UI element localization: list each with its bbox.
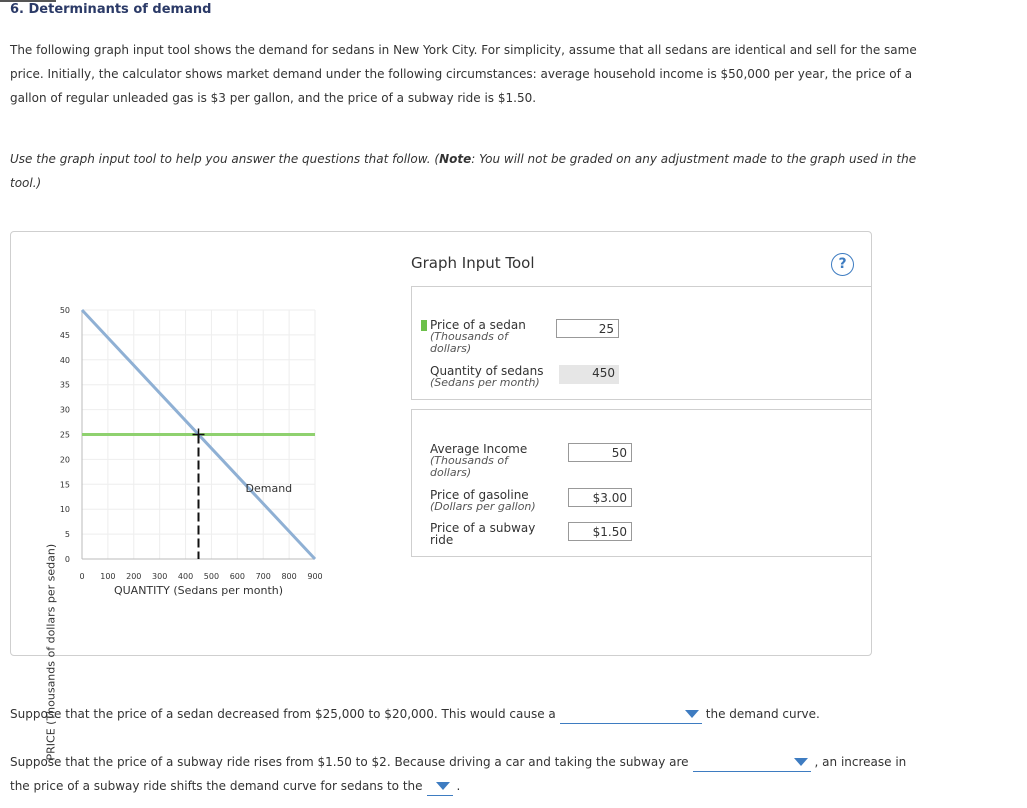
y-tick-label: 15 bbox=[59, 480, 70, 490]
gas-label-text: Price of gasoline bbox=[430, 488, 529, 502]
note-text-before: Use the graph input tool to help you answer the questions that follow. ( bbox=[10, 152, 440, 166]
demand-chart bbox=[11, 232, 401, 655]
y-tick-label: 35 bbox=[59, 380, 70, 390]
x-tick-label: 800 bbox=[281, 572, 297, 581]
income-label-sub: (Thousands of dollars) bbox=[430, 454, 508, 479]
question-1-text-after: the demand curve. bbox=[705, 707, 820, 721]
question-1-dropdown[interactable] bbox=[560, 705, 702, 724]
y-tick-label: 5 bbox=[64, 530, 70, 540]
quantity-label-text: Quantity of sedans bbox=[430, 364, 544, 378]
y-tick-label: 40 bbox=[59, 355, 70, 365]
note-text-after: : You will not be graded on any adjustment made to the graph used in the tool.) bbox=[10, 152, 917, 190]
y-axis-label: PRICE (Thousands of dollars per sedan) bbox=[44, 543, 58, 761]
intro-line-3: gallon of regular unleaded gas is $3 per gallon, and the price of a subway ride is $1.50. bbox=[10, 91, 537, 105]
y-tick-label: 0 bbox=[64, 555, 70, 564]
x-tick-label: 600 bbox=[229, 572, 245, 581]
price-label-text: Price of a sedan bbox=[430, 318, 526, 332]
income-label bbox=[430, 443, 527, 479]
question-2-text-after: , an increase in bbox=[814, 755, 907, 769]
chevron-down-icon bbox=[436, 782, 450, 790]
y-tick-label: 50 bbox=[59, 306, 70, 315]
chevron-down-icon bbox=[794, 758, 808, 766]
question-3-text-after: . bbox=[456, 779, 461, 793]
x-axis-label: QUANTITY (Sedans per month) bbox=[113, 584, 284, 597]
shifters-panel bbox=[411, 409, 872, 557]
question-3-text: the price of a subway ride shifts the demand curve for sedans to the bbox=[10, 779, 423, 793]
x-tick-label: 100 bbox=[100, 572, 116, 581]
intro-line-1: The following graph input tool shows the demand for sedans in New York City. For simplicity, assume that all sedans are identical and sell for the same bbox=[10, 43, 917, 57]
demand-curve-label: Demand bbox=[245, 481, 293, 495]
subway-label: Price of a subway ride bbox=[430, 521, 536, 547]
question-1 bbox=[10, 702, 820, 726]
y-tick-label: 25 bbox=[59, 430, 70, 440]
gas-label-sub: (Dollars per gallon) bbox=[430, 500, 536, 513]
x-tick-label: 900 bbox=[307, 572, 323, 581]
intro-line-2: price. Initially, the calculator shows market demand under the following circumstances: average household income is $50,000 per year, the price of a bbox=[10, 67, 913, 81]
x-tick-label: 700 bbox=[255, 572, 271, 581]
question-3 bbox=[10, 774, 460, 798]
price-legend-swatch bbox=[421, 320, 427, 331]
income-label-text: Average Income bbox=[430, 442, 528, 456]
y-tick-label: 45 bbox=[59, 330, 70, 340]
quantity-value: 450 bbox=[559, 365, 619, 384]
tool-title: Graph Input Tool bbox=[411, 254, 535, 272]
y-tick-label: 20 bbox=[59, 455, 70, 465]
gas-label bbox=[430, 489, 536, 513]
instruction-note bbox=[10, 147, 920, 195]
question-2-text: Suppose that the price of a subway ride rises from $1.50 to $2. Because driving a car and taking the subway are bbox=[10, 755, 689, 769]
price-quantity-panel bbox=[411, 286, 872, 400]
question-2-dropdown[interactable] bbox=[693, 753, 811, 772]
help-icon[interactable]: ? bbox=[831, 253, 854, 276]
subway-input[interactable] bbox=[568, 522, 632, 541]
price-label bbox=[430, 319, 526, 355]
chevron-down-icon bbox=[685, 710, 699, 718]
price-label-sub: (Thousands of dollars) bbox=[430, 330, 508, 355]
question-1-text: Suppose that the price of a sedan decreased from $25,000 to $20,000. This would cause a bbox=[10, 707, 556, 721]
question-3-dropdown[interactable] bbox=[427, 777, 453, 796]
x-tick-label: 300 bbox=[152, 572, 168, 581]
note-bold: Note bbox=[439, 152, 472, 166]
income-input[interactable] bbox=[568, 443, 632, 462]
x-tick-label: 400 bbox=[177, 572, 194, 581]
y-tick-label: 30 bbox=[59, 405, 70, 415]
x-tick-label: 0 bbox=[79, 572, 85, 581]
gas-input[interactable] bbox=[568, 488, 632, 507]
price-input[interactable] bbox=[556, 319, 619, 338]
quantity-label-sub: (Sedans per month) bbox=[430, 376, 540, 389]
question-2 bbox=[10, 750, 906, 774]
y-tick-label: 10 bbox=[59, 505, 70, 515]
section-title: 6. Determinants of demand bbox=[10, 2, 212, 17]
x-tick-label: 500 bbox=[203, 572, 220, 581]
quantity-label bbox=[430, 365, 544, 389]
x-tick-label: 200 bbox=[126, 572, 142, 581]
